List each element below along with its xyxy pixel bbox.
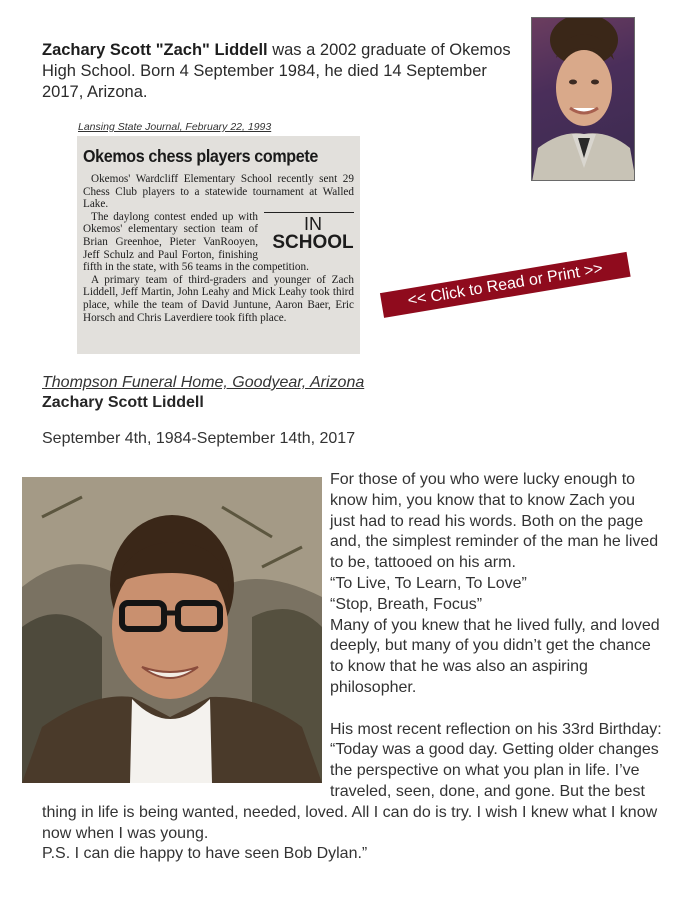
obituary-text [42,470,662,865]
obituary-paragraph-1 [42,470,662,574]
obituary-quote-1: “To Live, To Learn, To Love” [330,574,527,592]
obituary-paragraph-1-text: For those of you who were lucky enough to know him, you know that to know Zach you just had to read his words. Both on the page and, the simplest reminder of the man he lived to be, tattooed on his arm. [330,471,659,572]
obituary-name: Zachary Scott Liddell [42,394,204,411]
portrait-photo [22,477,322,783]
in-label: IN [304,213,322,234]
clipping-caption: Lansing State Journal, February 22, 1993 [78,121,272,133]
clipping-paragraph-2-text: The daylong contest ended up with Okemos' elementary section team of Brian Greenhoe, Pieter VanRooyen, Jeff Schulz and Paul Forton, finishing fifth in the state, with 56 teams in the competition. [83,210,309,274]
intro-text: was a 2002 graduate of Okemos High School. Born 4 September 1984, he died 14 September 2017, Arizona. [42,41,511,101]
in-school-section-label [264,212,354,253]
funeral-home-source: Thompson Funeral Home, Goodyear, Arizona [42,374,365,391]
obituary-reflection-quote: “Today was a good day. Getting older changes the perspective on what you plan in life. I’ve traveled, seen, done, and gone. But the best thing in life is being wanted, needed, loved. All I can do is try. I wish I knew what I know now when I was young. [42,741,659,842]
intro-paragraph [42,40,522,103]
clipping-headline: Okemos chess players compete [83,146,318,166]
obituary-paragraph-2: Many of you knew that he lived fully, and loved deeply, but many of you didn’t get the chance to know that he was also an aspiring philosopher. [330,616,660,696]
read-or-print-button[interactable]: << Click to Read or Print >> [380,252,631,318]
clipping-paragraph-2 [83,211,354,274]
obituary-paragraph-3: His most recent reflection on his 33rd Birthday: [330,720,662,738]
obituary-quote-2: “Stop, Breath, Focus” [330,595,483,613]
clipping-paragraph-1: Okemos' Wardcliff Elementary School recently sent 29 Chess Club players to a statewide tournament at Walled Lake. [83,173,354,211]
portrait-illustration [22,477,322,783]
graduation-photo [531,17,635,181]
newspaper-clipping [77,136,360,354]
obituary-postscript: P.S. I can die happy to have seen Bob Dylan.” [42,845,368,863]
intro-name: Zachary Scott "Zach" Liddell [42,41,268,59]
school-label: SCHOOL [272,231,354,253]
obituary-dates: September 4th, 1984-September 14th, 2017 [42,430,356,447]
clipping-paragraph-3: A primary team of third-graders and younger of Zach Liddell, Jeff Martin, John Leahy and Mick Leahy took third place, while the team of David Juntune, Aaron Baer, Eric Horsch and Chris Laverdiere took fifth place. [83,273,354,324]
graduation-portrait-illustration [532,18,635,181]
